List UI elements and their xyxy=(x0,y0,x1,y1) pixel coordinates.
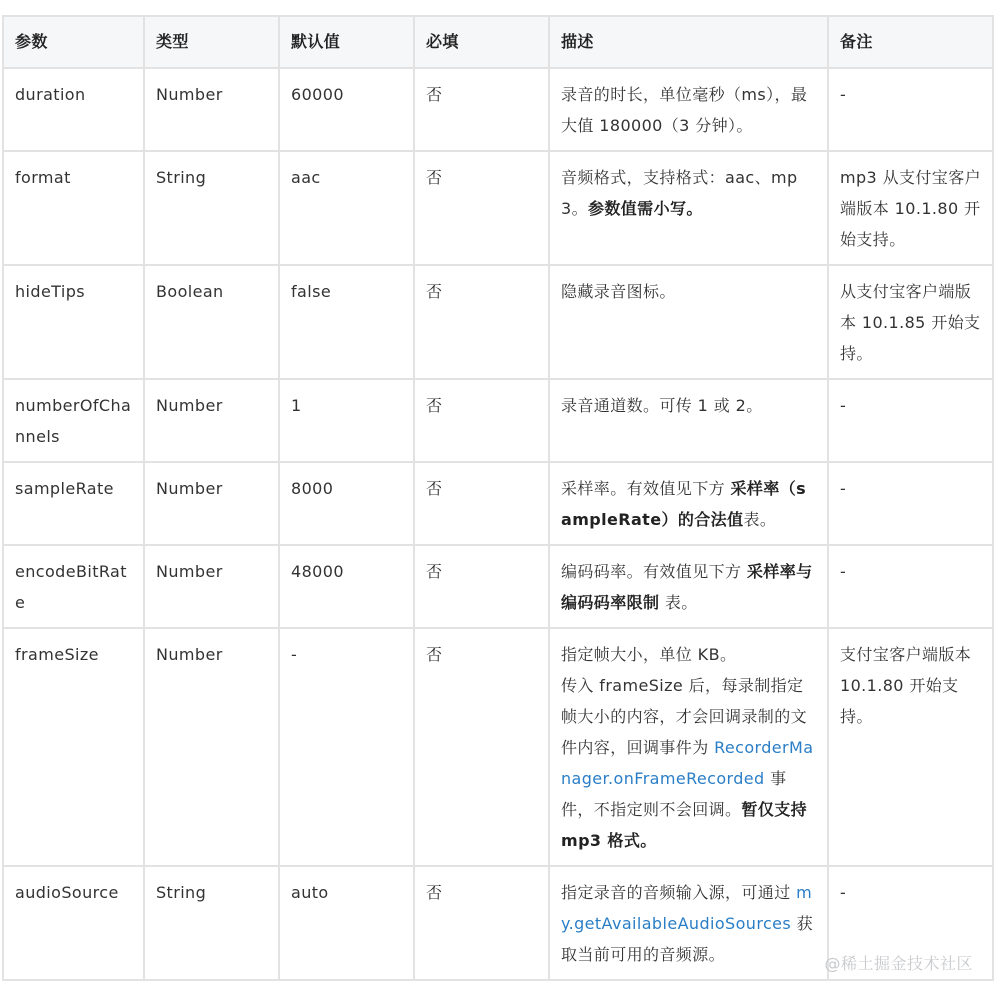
param-description-cell xyxy=(549,545,828,628)
param-required-cell: 否 xyxy=(414,462,549,545)
table-row xyxy=(3,462,993,545)
description-text: 表。 xyxy=(743,510,777,529)
param-note-cell xyxy=(828,68,993,151)
note-text: mp3 从支付宝客户端版本 10.1.80 开始支持。 xyxy=(840,168,982,249)
param-default-cell: 8000 xyxy=(279,462,414,545)
param-description-cell xyxy=(549,265,828,379)
param-description-cell xyxy=(549,628,828,866)
param-required-cell: 否 xyxy=(414,151,549,265)
param-note-cell xyxy=(828,379,993,462)
description-bold-text: 暂仅支持 mp3 格式。 xyxy=(561,800,808,850)
table-row xyxy=(3,379,993,462)
note-text: - xyxy=(840,396,847,415)
description-text: 编码码率。有效值见下方 xyxy=(561,562,747,581)
param-type-cell: Number xyxy=(144,379,279,462)
description-text: 指定帧大小，单位 KB。 xyxy=(561,645,737,664)
description-text: 录音的时长，单位毫秒（ms），最大值 180000（3 分钟）。 xyxy=(561,85,808,135)
note-text: - xyxy=(840,85,847,104)
param-default-cell: 48000 xyxy=(279,545,414,628)
param-name-cell: duration xyxy=(3,68,144,151)
param-required-cell: 否 xyxy=(414,265,549,379)
param-default-cell: - xyxy=(279,628,414,866)
param-type-cell: Number xyxy=(144,68,279,151)
param-name-cell: frameSize xyxy=(3,628,144,866)
description-bold-text: 参数值需小写。 xyxy=(587,199,703,218)
table-header-row xyxy=(3,16,993,68)
table-body xyxy=(3,68,993,980)
description-api-link[interactable]: my.getAvailableAudioSources xyxy=(561,883,813,933)
description-text: 录音通道数。可传 1 或 2。 xyxy=(561,396,763,415)
watermark: @稀土掘金技术社区 xyxy=(824,954,973,973)
param-required-cell: 否 xyxy=(414,379,549,462)
table-row xyxy=(3,628,993,866)
param-required-cell: 否 xyxy=(414,628,549,866)
description-bold-text: 采样率与编码码率限制 xyxy=(561,562,813,612)
note-text: 从支付宝客户端版本 10.1.85 开始支持。 xyxy=(840,282,981,363)
description-text: 获取当前可用的音频源。 xyxy=(561,914,814,964)
param-default-cell: auto xyxy=(279,866,414,980)
param-description-cell xyxy=(549,866,828,980)
param-type-cell: Boolean xyxy=(144,265,279,379)
description-text: 事件，不指定则不会回调。 xyxy=(561,769,787,819)
param-description-cell xyxy=(549,462,828,545)
param-note-cell xyxy=(828,628,993,866)
param-note-cell xyxy=(828,462,993,545)
table-row xyxy=(3,68,993,151)
param-type-cell: Number xyxy=(144,628,279,866)
param-description-cell xyxy=(549,379,828,462)
param-name-cell: encodeBitRate xyxy=(3,545,144,628)
header-param: 参数 xyxy=(3,16,144,68)
note-text: - xyxy=(840,883,847,902)
param-name-cell: sampleRate xyxy=(3,462,144,545)
param-name-cell: hideTips xyxy=(3,265,144,379)
note-text: 支付宝客户端版本 10.1.80 开始支持。 xyxy=(840,645,972,726)
param-note-cell xyxy=(828,866,993,980)
param-default-cell: 1 xyxy=(279,379,414,462)
param-type-cell: Number xyxy=(144,545,279,628)
description-text: 表。 xyxy=(659,593,698,612)
parameter-table xyxy=(2,15,994,981)
note-text: - xyxy=(840,562,847,581)
table-row xyxy=(3,545,993,628)
header-note: 备注 xyxy=(828,16,993,68)
param-description-cell xyxy=(549,68,828,151)
description-text: 传入 frameSize 后，每录制指定帧大小的内容，才会回调录制的文件内容，回调事件为 xyxy=(561,676,808,757)
param-default-cell: false xyxy=(279,265,414,379)
description-text: 隐藏录音图标。 xyxy=(561,282,676,301)
param-default-cell: 60000 xyxy=(279,68,414,151)
table-row xyxy=(3,866,993,980)
param-default-cell: aac xyxy=(279,151,414,265)
description-text: 采样率。有效值见下方 xyxy=(561,479,731,498)
param-type-cell: String xyxy=(144,866,279,980)
param-required-cell: 否 xyxy=(414,866,549,980)
param-type-cell: Number xyxy=(144,462,279,545)
param-description-cell xyxy=(549,151,828,265)
description-text: 指定录音的音频输入源，可通过 xyxy=(561,883,797,902)
note-text: - xyxy=(840,479,847,498)
description-api-link[interactable]: RecorderManager.onFrameRecorded xyxy=(561,738,814,788)
param-note-cell xyxy=(828,151,993,265)
table-row xyxy=(3,151,993,265)
description-bold-text: 采样率（sampleRate）的合法值 xyxy=(561,479,807,529)
param-name-cell: audioSource xyxy=(3,866,144,980)
param-note-cell xyxy=(828,265,993,379)
param-required-cell: 否 xyxy=(414,545,549,628)
description-text: 音频格式，支持格式：aac、mp3。 xyxy=(561,168,798,218)
header-description: 描述 xyxy=(549,16,828,68)
param-type-cell: String xyxy=(144,151,279,265)
param-note-cell xyxy=(828,545,993,628)
param-name-cell: format xyxy=(3,151,144,265)
header-type: 类型 xyxy=(144,16,279,68)
header-default: 默认值 xyxy=(279,16,414,68)
header-required: 必填 xyxy=(414,16,549,68)
param-required-cell: 否 xyxy=(414,68,549,151)
param-name-cell: numberOfChannels xyxy=(3,379,144,462)
table-row xyxy=(3,265,993,379)
